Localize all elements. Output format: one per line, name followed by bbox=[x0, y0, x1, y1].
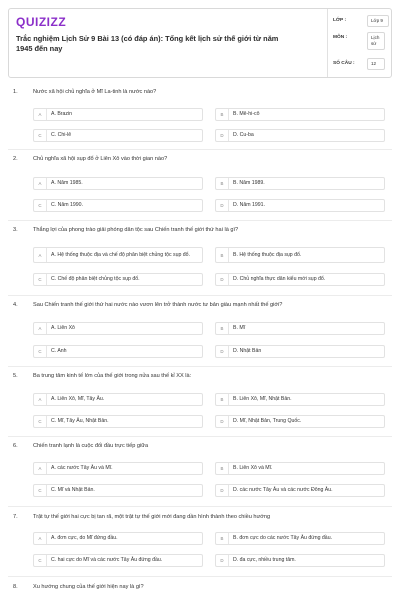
option-letter: D bbox=[216, 130, 229, 141]
option-letter: D bbox=[216, 274, 229, 285]
question-text: Thắng lợi của phong trào giải phóng dân tộc sau Chiến tranh thế giới thứ hai là gì? bbox=[33, 227, 239, 233]
question-text: Trật tự thế giới hai cực bị tan rã, một trật tự thế giới mới đang dần hình thành theo chiều hướng bbox=[33, 514, 271, 520]
option-c[interactable] bbox=[33, 345, 203, 358]
option-a[interactable] bbox=[33, 322, 203, 335]
option-letter: D bbox=[216, 485, 229, 496]
question-text: Sau Chiến tranh thế giới thứ hai nước nào vươn lên trở thành nước tư bản giàu mạnh nhất thế giới? bbox=[33, 302, 283, 308]
question-separator bbox=[8, 149, 392, 150]
option-d[interactable] bbox=[215, 415, 385, 428]
option-c[interactable] bbox=[33, 554, 203, 567]
lop-label: LỚP : bbox=[333, 18, 347, 23]
option-text: D. Mĩ, Nhật Bản, Trung Quốc. bbox=[233, 418, 302, 425]
option-b[interactable] bbox=[215, 532, 385, 545]
mon-label: MÔN : bbox=[333, 35, 348, 40]
option-text: D. các nước Tây Âu và các nước Đông Âu. bbox=[233, 487, 333, 494]
option-b[interactable] bbox=[215, 393, 385, 406]
mon-value: Lịch sử bbox=[367, 32, 385, 50]
question-separator bbox=[8, 295, 392, 296]
option-letter: C bbox=[34, 130, 47, 141]
option-text: B. Năm 1989. bbox=[233, 180, 265, 187]
option-text: C. Chế độ phân biệt chủng tộc sụp đổ. bbox=[51, 276, 140, 283]
option-d[interactable] bbox=[215, 199, 385, 212]
option-c[interactable] bbox=[33, 129, 203, 142]
question-number: 7. bbox=[13, 514, 18, 520]
option-letter: A bbox=[34, 533, 47, 544]
option-text: B. đơn cực do các nước Tây Âu đứng đầu. bbox=[233, 535, 333, 542]
option-b[interactable] bbox=[215, 247, 385, 263]
option-text: D. Nhật Bản bbox=[233, 348, 262, 355]
option-c[interactable] bbox=[33, 415, 203, 428]
page-title: Trắc nghiệm Lịch Sử 9 Bài 13 (có đáp án): Tổng kết lịch sử thế giới từ năm 1945 đến nay bbox=[16, 34, 279, 53]
option-text: A. Liên Xô, Mĩ, Tây Âu. bbox=[51, 396, 105, 403]
question-text: Nước xã hội chủ nghĩa ở Mĩ La-tinh là nước nào? bbox=[33, 89, 157, 95]
option-text: B. Mê-hi-cô bbox=[233, 111, 260, 118]
header-divider bbox=[327, 9, 328, 77]
option-text: D. Năm 1991. bbox=[233, 202, 266, 209]
option-letter: A bbox=[34, 323, 47, 334]
option-letter: B bbox=[216, 323, 229, 334]
option-a[interactable] bbox=[33, 247, 203, 263]
lop-value: Lớp 9 bbox=[367, 15, 389, 27]
question-separator bbox=[8, 436, 392, 437]
question-number: 1. bbox=[13, 89, 18, 95]
option-text: A. Hệ thống thuộc địa và chế độ phân biệt chủng tộc sụp đổ. bbox=[51, 251, 191, 258]
question-separator bbox=[8, 220, 392, 221]
option-a[interactable] bbox=[33, 108, 203, 121]
option-b[interactable] bbox=[215, 177, 385, 190]
option-letter: C bbox=[34, 274, 47, 285]
option-text: B. Liên Xô, Mĩ, Nhật Bản. bbox=[233, 396, 292, 403]
option-letter: A bbox=[34, 248, 47, 262]
option-letter: C bbox=[34, 200, 47, 211]
option-letter: A bbox=[34, 109, 47, 120]
question-number: 4. bbox=[13, 302, 18, 308]
option-letter: B bbox=[216, 463, 229, 474]
option-letter: B bbox=[216, 533, 229, 544]
option-text: A. Năm 1985. bbox=[51, 180, 83, 187]
worksheet-header bbox=[8, 8, 392, 78]
option-d[interactable] bbox=[215, 484, 385, 497]
option-letter: B bbox=[216, 248, 229, 262]
option-letter: B bbox=[216, 178, 229, 189]
option-a[interactable] bbox=[33, 462, 203, 475]
option-letter: A bbox=[34, 178, 47, 189]
option-b[interactable] bbox=[215, 462, 385, 475]
option-text: B. Mĩ bbox=[233, 325, 246, 332]
question-separator bbox=[8, 576, 392, 577]
option-text: C. Chi-lê bbox=[51, 132, 72, 139]
question-text: Ba trung tâm kinh tế lớn của thế giới trong nửa sau thế kỉ XX là: bbox=[33, 373, 192, 379]
question-number: 6. bbox=[13, 443, 18, 449]
option-text: A. đơn cực, do Mĩ đứng đầu. bbox=[51, 535, 118, 542]
option-text: C. Mĩ và Nhật Bản. bbox=[51, 487, 95, 494]
option-c[interactable] bbox=[33, 199, 203, 212]
option-letter: D bbox=[216, 346, 229, 357]
question-number: 8. bbox=[13, 584, 18, 590]
option-d[interactable] bbox=[215, 129, 385, 142]
option-b[interactable] bbox=[215, 108, 385, 121]
option-a[interactable] bbox=[33, 177, 203, 190]
question-number: 3. bbox=[13, 227, 18, 233]
option-text: C. hai cực do Mĩ và các nước Tây Âu đứng đầu. bbox=[51, 557, 163, 564]
option-d[interactable] bbox=[215, 554, 385, 567]
question-separator bbox=[8, 506, 392, 507]
option-letter: C bbox=[34, 346, 47, 357]
option-text: B. Liên Xô và Mĩ. bbox=[233, 465, 273, 472]
question-separator bbox=[8, 366, 392, 367]
question-text: Xu hướng chung của thế giới hiện nay là gì? bbox=[33, 584, 144, 590]
option-text: D. Chủ nghĩa thực dân kiểu mới sụp đổ. bbox=[233, 276, 326, 283]
question-number: 5. bbox=[13, 373, 18, 379]
option-text: B. Hệ thống thuộc địa sụp đổ. bbox=[233, 251, 302, 258]
option-letter: A bbox=[34, 394, 47, 405]
option-letter: C bbox=[34, 416, 47, 427]
option-letter: C bbox=[34, 485, 47, 496]
option-c[interactable] bbox=[33, 484, 203, 497]
option-c[interactable] bbox=[33, 273, 203, 286]
option-text: C. Năm 1990. bbox=[51, 202, 84, 209]
question-text: Chủ nghĩa xã hội sụp đổ ở Liên Xô vào thời gian nào? bbox=[33, 156, 168, 162]
option-letter: D bbox=[216, 416, 229, 427]
option-text: D. Cu-ba bbox=[233, 132, 254, 139]
option-text: A. Brazin bbox=[51, 111, 73, 118]
option-letter: D bbox=[216, 200, 229, 211]
option-letter: D bbox=[216, 555, 229, 566]
option-text: C. Anh bbox=[51, 348, 67, 355]
option-text: C. Mĩ, Tây Âu, Nhật Bản. bbox=[51, 418, 109, 425]
option-letter: B bbox=[216, 109, 229, 120]
option-letter: A bbox=[34, 463, 47, 474]
option-text: A. Liên Xô bbox=[51, 325, 75, 332]
option-letter: B bbox=[216, 394, 229, 405]
socau-value: 12 bbox=[367, 58, 385, 70]
option-a[interactable] bbox=[33, 393, 203, 406]
question-text: Chiến tranh lạnh là cuộc đối đầu trực tiếp giữa bbox=[33, 443, 149, 449]
socau-label: SỐ CÂU : bbox=[333, 61, 355, 66]
option-b[interactable] bbox=[215, 322, 385, 335]
option-text: D. đa cực, nhiều trung tâm. bbox=[233, 557, 296, 564]
option-a[interactable] bbox=[33, 532, 203, 545]
option-text: A. các nước Tây Âu và Mĩ. bbox=[51, 465, 113, 472]
option-d[interactable] bbox=[215, 345, 385, 358]
quizizz-logo[interactable]: QUIZIZZ bbox=[16, 15, 67, 29]
question-number: 2. bbox=[13, 156, 18, 162]
option-letter: C bbox=[34, 555, 47, 566]
option-d[interactable] bbox=[215, 273, 385, 286]
